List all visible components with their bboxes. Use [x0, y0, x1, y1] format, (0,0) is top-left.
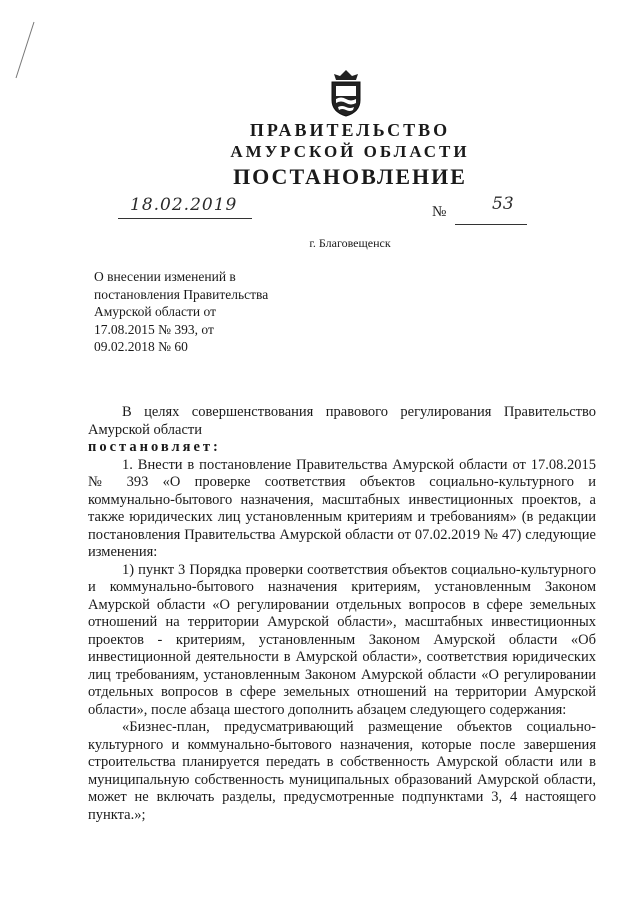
subject-line: 17.08.2015 № 393, от: [94, 321, 214, 337]
subject-line: Амурской области от: [94, 304, 216, 319]
date-underline: [118, 218, 252, 219]
subitem-1-paragraph: 1) пункт 3 Порядка проверки соответствия объектов социально-культурного и коммунально-бытового назначения критериям, установленным Законом Амурской области «О регулировании отдельных вопросов в сфере земельных отношений на территории Амурской области», масштабных инвестиционных проектов - критериям, установленным Законом Амурской области «Об инвестиционной деятельности в Амурской области», соответствия юридических лиц требованиям, установленным Законом Амурской области «О регулировании отдельных вопросов в сфере земельных отношений на территории Амурской области», после абзаца шестого дополнить абзацем следующего содержания:: [88, 561, 596, 718]
region-title: АМУРСКОЙ ОБЛАСТИ: [230, 142, 470, 161]
subject-line: 09.02.2018 № 60: [94, 339, 188, 354]
scan-edge-mark: [10, 20, 40, 80]
number-label: №: [432, 204, 447, 220]
subject-line: постановления Правительства: [94, 286, 269, 302]
number-underline: [455, 224, 527, 225]
document-date: 18.02.2019: [130, 195, 238, 215]
document-body: [88, 404, 596, 824]
decree-word: постановляет:: [88, 439, 221, 455]
document-type: ПОСТАНОВЛЕНИЕ: [233, 164, 467, 189]
subject-block: [94, 268, 334, 356]
city-name: г. Благовещенск: [309, 236, 391, 250]
item-1-paragraph: 1. Внести в постановление Правительства Амурской области от 17.08.2015 № 393 «О проверке соответствия объектов социально-культурного и коммунально-бытового назначения, масштабных инвестиционных проектов, а также юридических лиц установленным критериям и требованиям» (в редакции постановления Правительства Амурской области от 07.02.2019 № 47) следующие изменения:: [88, 456, 596, 560]
quoted-paragraph: «Бизнес-план, предусматривающий размещение объектов социально-культурного и коммунально-бытового назначения, которые после завершения строительства планируется передать в собственность Амурской области или в муниципальную собственность муниципальных образований Амурской области, может не включать разделы, предусмотренные подпунктами 3, 4 настоящего пункта.»;: [88, 719, 596, 823]
document-number: 53: [492, 194, 514, 214]
coat-of-arms-icon: [326, 68, 366, 118]
government-title: ПРАВИТЕЛЬСТВО: [249, 120, 451, 140]
preamble-paragraph: В целях совершенствования правового регулирования Правительство Амурской области: [88, 404, 596, 438]
subject-line: О внесении изменений в: [94, 269, 236, 284]
